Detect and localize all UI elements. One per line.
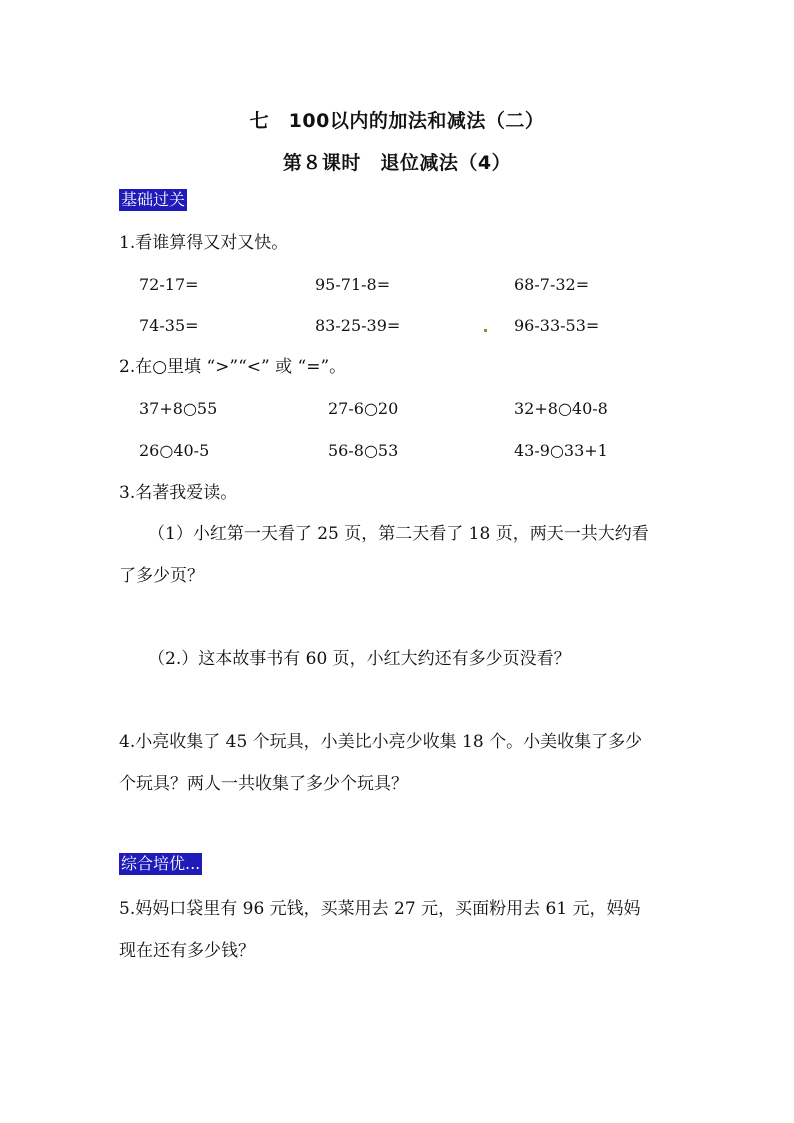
q2-comparison: 43-9○33+1: [514, 441, 608, 460]
q2-comparison: 26○40-5: [139, 441, 210, 460]
stray-mark: [484, 329, 487, 332]
q2-comparison: 37+8○55: [139, 399, 218, 418]
q1-expression: 74-35=: [139, 316, 199, 335]
q1-expression: 96-33-53=: [514, 316, 600, 335]
section-tag-basic: 基础过关: [121, 190, 186, 209]
q1-expression: 68-7-32=: [514, 275, 590, 294]
question-3-part-1-continued: 了多少页？: [119, 566, 204, 586]
q1-expression: 95-71-8=: [315, 275, 391, 294]
question-5-text: 5.妈妈口袋里有 96 元钱，买菜用去 27 元，买面粉用去 61 元，妈妈: [119, 899, 641, 919]
question-3-part-1: （1）小红第一天看了 25 页，第二天看了 18 页，两天一共大约看: [148, 524, 649, 544]
question-2-prompt: 2.在○里填 “>”“<” 或 “=”。: [119, 357, 347, 377]
question-4-text-continued: 个玩具？两人一共收集了多少个玩具？: [119, 774, 408, 794]
question-3-prompt: 3.名著我爱读。: [119, 483, 238, 503]
question-4-text: 4.小亮收集了 45 个玩具，小美比小亮少收集 18 个。小美收集了多少: [119, 732, 643, 752]
question-1-prompt: 1.看谁算得又对又快。: [119, 233, 289, 253]
question-5-text-continued: 现在还有多少钱？: [119, 941, 255, 961]
question-3-part-2: （2.）这本故事书有 60 页，小红大约还有多少页没看？: [148, 649, 571, 669]
q1-expression: 72-17=: [139, 275, 199, 294]
q2-comparison: 56-8○53: [328, 441, 399, 460]
q1-expression: 83-25-39=: [315, 316, 401, 335]
section-tag-advanced: 综合培优...: [121, 854, 201, 873]
lesson-subtitle: 第８课时 退位减法（4）: [282, 152, 512, 174]
q2-comparison: 32+8○40-8: [514, 399, 608, 418]
q2-comparison: 27-6○20: [328, 399, 399, 418]
page-title: 七 100以内的加法和减法（二）: [249, 110, 545, 132]
